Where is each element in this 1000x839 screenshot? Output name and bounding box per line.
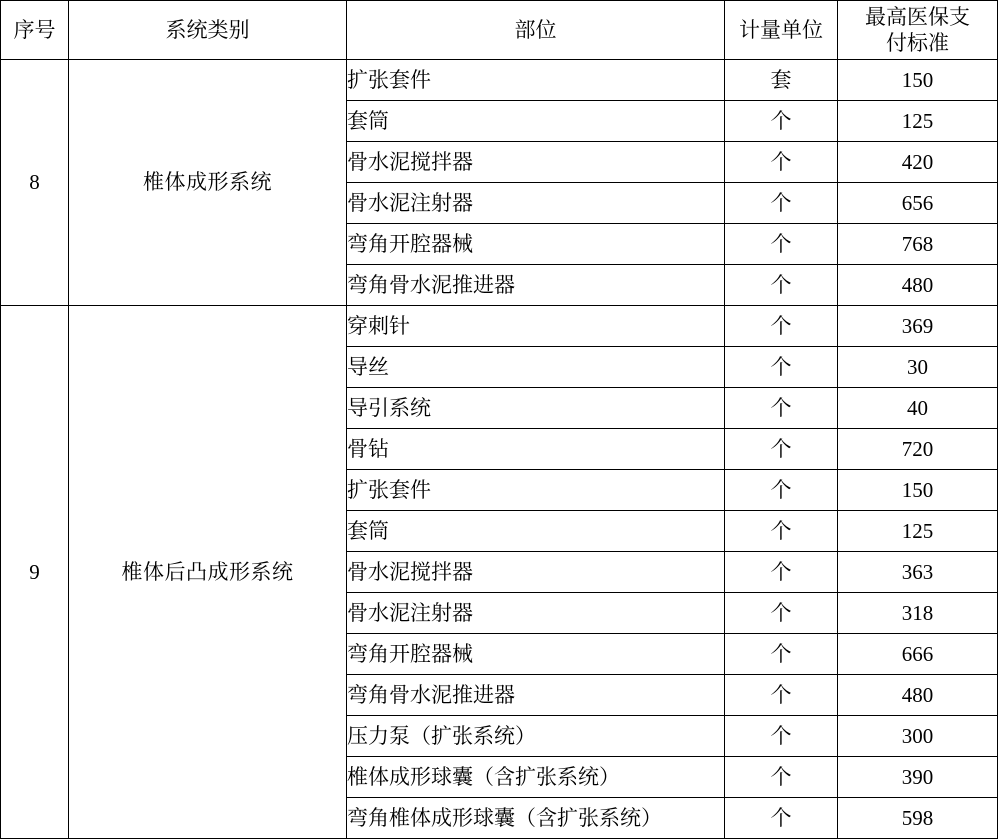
- cell-part: 骨水泥注射器: [347, 183, 725, 224]
- table-row: [1, 60, 998, 101]
- cell-unit: 个: [725, 429, 838, 470]
- cell-price: 40: [838, 388, 998, 429]
- column-header-seq: 序号: [1, 1, 69, 60]
- cell-unit: 个: [725, 552, 838, 593]
- cell-unit: 个: [725, 306, 838, 347]
- cell-part: 套筒: [347, 101, 725, 142]
- column-header-price-line1: 最高医保支: [865, 4, 970, 29]
- cell-unit: 个: [725, 183, 838, 224]
- cell-system: 椎体后凸成形系统: [69, 306, 347, 839]
- cell-unit: 个: [725, 470, 838, 511]
- cell-unit: 个: [725, 798, 838, 839]
- cell-unit: 个: [725, 347, 838, 388]
- cell-part: 骨钻: [347, 429, 725, 470]
- cell-part: 弯角骨水泥推进器: [347, 265, 725, 306]
- cell-price: 300: [838, 716, 998, 757]
- cell-unit: 个: [725, 101, 838, 142]
- cell-price: 30: [838, 347, 998, 388]
- cell-part: 扩张套件: [347, 60, 725, 101]
- cell-price: 598: [838, 798, 998, 839]
- cell-price: 150: [838, 60, 998, 101]
- cell-price: 480: [838, 675, 998, 716]
- table-body: [1, 60, 998, 839]
- cell-unit: 个: [725, 142, 838, 183]
- cell-unit: 个: [725, 265, 838, 306]
- cell-unit: 个: [725, 675, 838, 716]
- table-header: [1, 1, 998, 60]
- cell-unit: 个: [725, 634, 838, 675]
- table-header-row: [1, 1, 998, 60]
- cell-seq: 8: [1, 60, 69, 306]
- cell-part: 压力泵（扩张系统）: [347, 716, 725, 757]
- cell-price: 369: [838, 306, 998, 347]
- cell-price: 318: [838, 593, 998, 634]
- cell-part: 骨水泥注射器: [347, 593, 725, 634]
- cell-part: 导丝: [347, 347, 725, 388]
- cell-unit: 个: [725, 388, 838, 429]
- cell-unit: 个: [725, 511, 838, 552]
- cell-part: 扩张套件: [347, 470, 725, 511]
- cell-part: 弯角椎体成形球囊（含扩张系统）: [347, 798, 725, 839]
- cell-unit: 个: [725, 757, 838, 798]
- cell-price: 666: [838, 634, 998, 675]
- cell-price: 420: [838, 142, 998, 183]
- cell-system: 椎体成形系统: [69, 60, 347, 306]
- cell-unit: 个: [725, 224, 838, 265]
- cell-seq: 9: [1, 306, 69, 839]
- cell-price: 656: [838, 183, 998, 224]
- cell-price: 768: [838, 224, 998, 265]
- cell-price: 150: [838, 470, 998, 511]
- column-header-system: 系统类别: [69, 1, 347, 60]
- cell-part: 弯角开腔器械: [347, 224, 725, 265]
- table-row: [1, 306, 998, 347]
- cell-price: 363: [838, 552, 998, 593]
- cell-unit: 个: [725, 593, 838, 634]
- column-header-price-line2: 付标准: [886, 31, 949, 55]
- cell-unit: 套: [725, 60, 838, 101]
- column-header-price: [838, 1, 998, 60]
- cell-price: 125: [838, 511, 998, 552]
- cell-part: 骨水泥搅拌器: [347, 142, 725, 183]
- cell-part: 穿刺针: [347, 306, 725, 347]
- cell-unit: 个: [725, 716, 838, 757]
- cell-price: 720: [838, 429, 998, 470]
- cell-part: 椎体成形球囊（含扩张系统）: [347, 757, 725, 798]
- cell-part: 套筒: [347, 511, 725, 552]
- column-header-part: 部位: [347, 1, 725, 60]
- cell-part: 骨水泥搅拌器: [347, 552, 725, 593]
- cell-part: 弯角骨水泥推进器: [347, 675, 725, 716]
- cell-price: 125: [838, 101, 998, 142]
- cell-part: 导引系统: [347, 388, 725, 429]
- cell-part: 弯角开腔器械: [347, 634, 725, 675]
- column-header-unit: 计量单位: [725, 1, 838, 60]
- cell-price: 390: [838, 757, 998, 798]
- cell-price: 480: [838, 265, 998, 306]
